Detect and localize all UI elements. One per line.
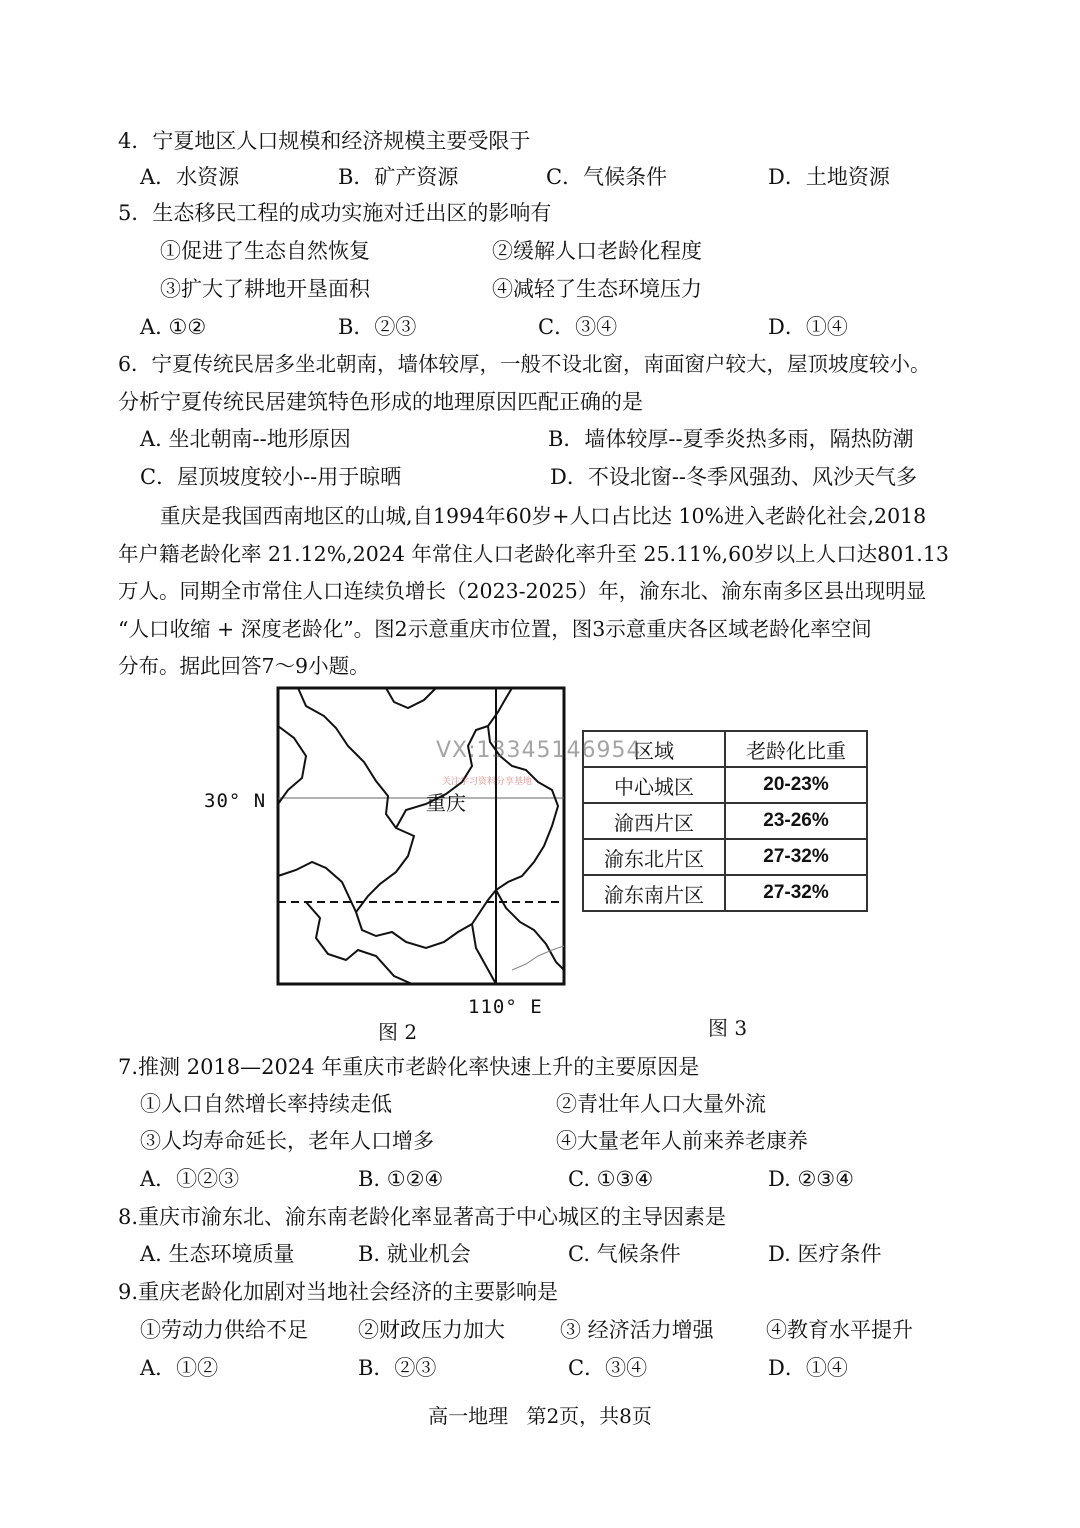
q6-option-d: D．不设北窗--冬季风强劲、风沙天气多 bbox=[550, 465, 918, 489]
q5-option-c: C．③④ bbox=[538, 315, 618, 339]
region-cell: 中心城区 bbox=[583, 767, 725, 803]
province-boundary-7 bbox=[472, 924, 496, 984]
passage bbox=[118, 498, 966, 686]
page-footer bbox=[0, 1400, 1080, 1429]
q9-item-3: ③ 经济活力增强 bbox=[560, 1318, 714, 1342]
longitude-label: 110° E bbox=[468, 996, 543, 1018]
q9-item-1: ①劳动力供给不足 bbox=[140, 1318, 308, 1342]
aging-rate-cell: 27-32% bbox=[725, 839, 867, 875]
table-header-region: 区域 bbox=[583, 731, 725, 767]
watermark-text: VX:13345146954 bbox=[436, 738, 642, 763]
q9-stem: 9.重庆老龄化加剧对当地社会经济的主要影响是 bbox=[118, 1280, 559, 1304]
q9-item-4: ④教育水平提升 bbox=[766, 1318, 913, 1342]
q7-item-4: ④大量老年人前来养老康养 bbox=[556, 1129, 808, 1153]
q9-option-b: B．②③ bbox=[358, 1356, 437, 1380]
q7-option-a: A．①②③ bbox=[140, 1167, 240, 1191]
province-boundary-4 bbox=[306, 902, 412, 984]
figure3-caption: 图 3 bbox=[708, 1016, 748, 1040]
q8-option-c: C. 气候条件 bbox=[568, 1242, 681, 1266]
chongqing-location-map bbox=[276, 686, 566, 986]
coastline bbox=[512, 946, 564, 970]
passage-line-1: 重庆是我国西南地区的山城,自1994年60岁+人口占比达 10%进入老龄化社会,2018 bbox=[160, 504, 927, 528]
q7-stem: 7.推测 2018—2024 年重庆市老龄化率快速上升的主要原因是 bbox=[118, 1055, 700, 1079]
footer-page-number: 第2页，共8页 bbox=[526, 1404, 652, 1428]
q6-stem-line2: 分析宁夏传统民居建筑特色形成的地理原因匹配正确的是 bbox=[118, 390, 643, 414]
table-row bbox=[583, 839, 867, 875]
figure2-caption: 图 2 bbox=[378, 1020, 418, 1044]
q5-item-2: ②缓解人口老龄化程度 bbox=[492, 239, 702, 263]
q4-option-d: D．土地资源 bbox=[768, 165, 890, 189]
passage-line-2: 年户籍老龄化率 21.12%,2024 年常住人口老龄化率升至 25.11%,60岁以上人口达801.13 bbox=[118, 541, 949, 566]
table-row bbox=[583, 875, 867, 911]
latitude-label: 30° N bbox=[204, 790, 267, 812]
q6-option-c: C．屋顶坡度较小--用于晾晒 bbox=[140, 465, 402, 489]
region-cell: 渝西片区 bbox=[583, 803, 725, 839]
q5-option-d: D．①④ bbox=[768, 315, 848, 339]
q8-option-a: A. 生态环境质量 bbox=[140, 1242, 295, 1266]
q9-option-c: C．③④ bbox=[568, 1356, 648, 1380]
passage-line-4: “人口收缩 + 深度老龄化”。图2示意重庆市位置，图3示意重庆各区域老龄化率空间 bbox=[118, 616, 872, 641]
q6-option-a: A. 坐北朝南--地形原因 bbox=[140, 427, 351, 451]
province-boundary-1 bbox=[278, 726, 306, 804]
region-cell: 渝东北片区 bbox=[583, 839, 725, 875]
q7-option-b: B. ①②④ bbox=[358, 1167, 444, 1191]
q8-stem: 8.重庆市渝东北、渝东南老龄化率显著高于中心城区的主导因素是 bbox=[118, 1205, 727, 1229]
footer-subject: 高一地理 bbox=[428, 1404, 509, 1428]
q9-item-2: ②财政压力加大 bbox=[358, 1318, 505, 1342]
table-row bbox=[583, 803, 867, 839]
q7-option-c: C. ①③④ bbox=[568, 1167, 654, 1191]
q6-stem-line1: 6．宁夏传统民居多坐北朝南，墙体较厚，一般不设北窗，南面窗户较大，屋顶坡度较小。 bbox=[118, 352, 931, 376]
q4-option-b: B．矿产资源 bbox=[338, 165, 459, 189]
q5-stem: 5．生态移民工程的成功实施对迁出区的影响有 bbox=[118, 201, 552, 225]
q4-option-c: C．气候条件 bbox=[546, 165, 668, 189]
watermark-subtext: 关注学习资料分享基地 bbox=[442, 777, 533, 787]
province-boundary-6 bbox=[386, 688, 436, 708]
q4-stem: 4．宁夏地区人口规模和经济规模主要受限于 bbox=[118, 129, 531, 153]
aging-rate-cell: 20-23% bbox=[725, 767, 867, 803]
table-row bbox=[583, 767, 867, 803]
province-boundary-3 bbox=[278, 862, 356, 912]
q7-item-3: ③人均寿命延长，老年人口增多 bbox=[140, 1129, 434, 1153]
table-header-aging-rate: 老龄化比重 bbox=[725, 731, 867, 767]
passage-line-5: 分布。据此回答7～9小题。 bbox=[118, 654, 370, 678]
q5-item-4: ④减轻了生态环境压力 bbox=[492, 277, 702, 301]
region-cell: 渝东南片区 bbox=[583, 875, 725, 911]
aging-rate-cell: 27-32% bbox=[725, 875, 867, 911]
q6-option-b: B．墙体较厚--夏季炎热多雨，隔热防潮 bbox=[548, 427, 914, 451]
q8-option-d: D. 医疗条件 bbox=[768, 1242, 882, 1266]
q8-option-b: B. 就业机会 bbox=[358, 1242, 471, 1266]
q9-option-d: D．①④ bbox=[768, 1356, 848, 1380]
passage-line-3: 万人。同期全市常住人口连续负增长（2023-2025）年，渝东北、渝东南多区县出现明显 bbox=[118, 579, 927, 603]
aging-rate-cell: 23-26% bbox=[725, 803, 867, 839]
q7-option-d: D. ②③④ bbox=[768, 1167, 854, 1191]
q5-item-3: ③扩大了耕地开垦面积 bbox=[160, 277, 370, 301]
q4-option-a: A．水资源 bbox=[140, 165, 240, 189]
q7-item-2: ②青壮年人口大量外流 bbox=[556, 1092, 766, 1116]
q5-option-b: B．②③ bbox=[338, 315, 417, 339]
chongqing-boundary bbox=[298, 688, 558, 948]
chongqing-label: 重庆 bbox=[426, 791, 466, 815]
q7-item-1: ①人口自然增长率持续走低 bbox=[140, 1092, 392, 1116]
q5-option-a: A. ①② bbox=[140, 315, 207, 339]
q9-option-a: A．①② bbox=[140, 1356, 219, 1380]
q5-item-1: ①促进了生态自然恢复 bbox=[160, 239, 370, 263]
